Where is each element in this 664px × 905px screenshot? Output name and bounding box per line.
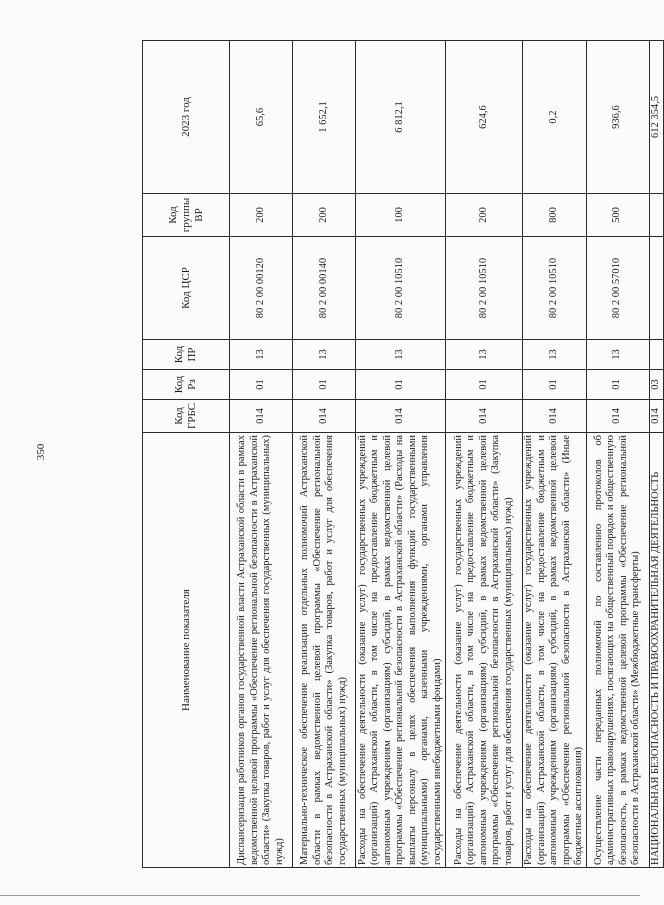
row-vr: 200 [293, 194, 356, 237]
row-vr: 500 [586, 194, 649, 237]
row-sum: 0,2 [523, 41, 587, 194]
table-row [446, 41, 523, 868]
row-pr: 13 [523, 340, 587, 370]
row-csr [649, 237, 663, 340]
row-grbs: 014 [586, 400, 649, 433]
table-row [586, 41, 649, 868]
row-rz: 01 [356, 370, 446, 400]
row-pr: 13 [230, 340, 293, 370]
budget-table [142, 40, 664, 868]
row-rz: 01 [446, 370, 523, 400]
row-sum: 65,6 [230, 41, 293, 194]
row-pr: 13 [586, 340, 649, 370]
row-sum: 1 652,1 [293, 41, 356, 194]
header-pr: Код ПР [143, 340, 230, 370]
row-csr: 80 2 00 10510 [356, 237, 446, 340]
row-pr [649, 340, 663, 370]
row-sum: 936,6 [586, 41, 649, 194]
table-row [356, 41, 446, 868]
row-vr: 200 [446, 194, 523, 237]
row-name: Расходы на обеспечение деятельности (оказание услуг) государственных учреждений (организаций) Астраханской области, в том числе на предоставление бюджетным и автономным учреждениям (организациям) субсидий, в рамках ведомственной целевой программы «Обеспечение региональной безопасности в Астраханской области» (Расходы на выплаты персоналу в целях обеспечения выполнения функций государственными (муниципальными) органами, казенными учреждениями, органами управления государственными внебюджетными фондами) [356, 433, 446, 868]
page-number: 350 [35, 443, 47, 461]
row-name: Расходы на обеспечение деятельности (оказание услуг) государственных учреждений (организаций) Астраханской области, в том числе на предоставление бюджетным и автономным учреждениям (организациям) субсидий, в рамках ведомственной целевой программы «Обеспечение региональной безопасности в Астраханской области» (Закупка товаров, работ и услуг для обеспечения государственных (муниципальных) нужд) [446, 433, 523, 868]
row-csr: 80 2 00 00120 [230, 237, 293, 340]
row-grbs: 014 [446, 400, 523, 433]
row-csr: 80 2 00 10510 [446, 237, 523, 340]
row-name: Материально-техническое обеспечение реализации отдельных полномочий Астраханской области в рамках ведомственной целевой программы «Обеспечение региональной безопасности в Астраханской области» (Закупка товаров, работ и услуг для обеспечения государственных (муниципальных) нужд) [293, 433, 356, 868]
row-vr: 100 [356, 194, 446, 237]
table-row [230, 41, 293, 868]
header-row [143, 41, 230, 868]
row-rz: 03 [649, 370, 663, 400]
row-name: Расходы на обеспечение деятельности (оказание услуг) государственных учреждений (организаций) Астраханской области, в том числе на предоставление бюджетным и автономным учреждениям (организациям) субсидий, в рамках ведомственной целевой программы «Обеспечение региональной безопасности в Астраханской области» (Иные бюджетные ассигнования) [523, 433, 587, 868]
header-year: 2023 год [143, 41, 230, 194]
row-rz: 01 [586, 370, 649, 400]
header-csr: Код ЦСР [143, 237, 230, 340]
header-rz: Код Рз [143, 370, 230, 400]
row-csr: 80 2 00 57010 [586, 237, 649, 340]
row-grbs: 014 [230, 400, 293, 433]
header-vr: Код группы ВР [143, 194, 230, 237]
row-rz: 01 [293, 370, 356, 400]
rotated-table-container [142, 41, 661, 868]
row-sum: 624,6 [446, 41, 523, 194]
row-csr: 80 2 00 00140 [293, 237, 356, 340]
table-row-section [649, 41, 663, 868]
scan-artifact [0, 895, 640, 896]
row-name: Диспансеризация работников органов государственной власти Астраханской области в рамках ведомственной целевой программы «Обеспечение региональной безопасности в Астраханской области» (Закупка товаров, работ и услуг для обеспечения государственных (муниципальных) нужд) [230, 433, 293, 868]
row-csr: 80 2 00 10510 [523, 237, 587, 340]
row-pr: 13 [293, 340, 356, 370]
row-name: Осуществление части переданных полномочий по составлению протоколов об административных правонарушениях, посягающих на общественный порядок и общественную безопасность, в рамках ведомственной целевой программы «Обеспечение региональной безопасности в Астраханской области» (Межбюджетные трансферты) [586, 433, 649, 868]
row-pr: 13 [356, 340, 446, 370]
header-name: Наименование показателя [143, 433, 230, 868]
table-row [293, 41, 356, 868]
row-pr: 13 [446, 340, 523, 370]
row-grbs: 014 [293, 400, 356, 433]
row-name: НАЦИОНАЛЬНАЯ БЕЗОПАСНОСТЬ И ПРАВООХРАНИТЕЛЬНАЯ ДЕЯТЕЛЬНОСТЬ [649, 433, 663, 868]
row-grbs: 014 [649, 400, 663, 433]
row-vr [649, 194, 663, 237]
row-vr: 200 [230, 194, 293, 237]
row-sum: 6 812,1 [356, 41, 446, 194]
table-row [523, 41, 587, 868]
row-rz: 01 [230, 370, 293, 400]
row-grbs: 014 [356, 400, 446, 433]
row-rz: 01 [523, 370, 587, 400]
row-grbs: 014 [523, 400, 587, 433]
header-grbs: Код ГРБС [143, 400, 230, 433]
row-sum: 612 354,5 [649, 41, 663, 194]
row-vr: 800 [523, 194, 587, 237]
